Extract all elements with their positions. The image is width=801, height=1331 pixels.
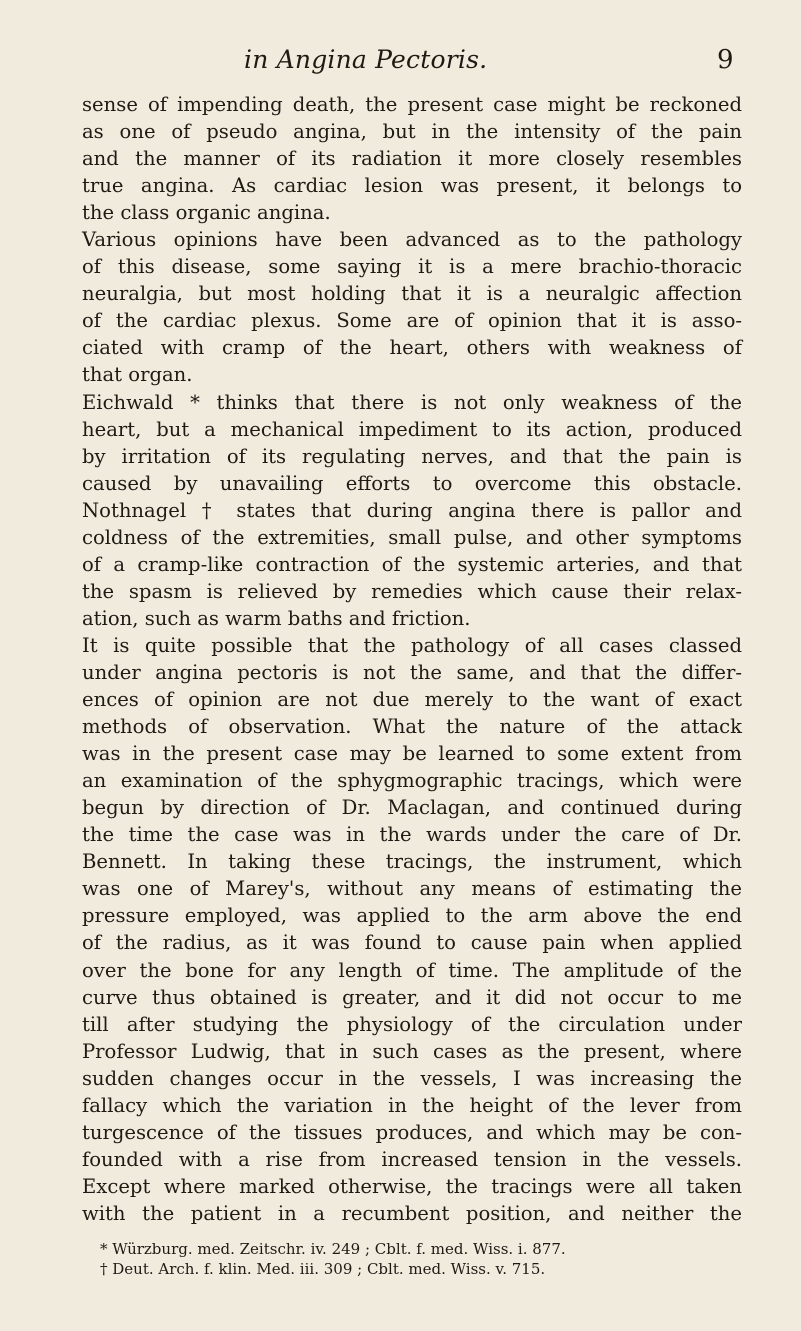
footnotes xyxy=(100,1239,730,1279)
text-line: founded with a rise from increased tension in the vessels. xyxy=(82,1147,742,1171)
text-line: the time the case was in the wards under the care of Dr. xyxy=(82,823,742,847)
text-line: was in the present case may be learned to some extent from xyxy=(82,742,742,766)
text-line: and the manner of its radiation it more closely resembles xyxy=(82,147,742,171)
text-line: Nothnagel † states that during angina there is pallor and xyxy=(82,498,742,522)
text-line: of this disease, some saying it is a mere brachio-thoracic xyxy=(82,255,742,279)
text-line: sense of impending death, the present case might be reckoned xyxy=(82,93,742,116)
text-line: Except where marked otherwise, the tracings were all taken xyxy=(82,1174,742,1198)
text-line: curve thus obtained is greater, and it did not occur to me xyxy=(82,985,742,1009)
footnote: † Deut. Arch. f. klin. Med. iii. 309 ; Cblt. med. Wiss. v. 715. xyxy=(100,1260,546,1278)
text-line: as one of pseudo angina, but in the intensity of the pain xyxy=(82,120,742,144)
text-line: of the cardiac plexus. Some are of opinion that it is asso- xyxy=(82,309,742,333)
text-line: methods of observation. What the nature of the attack xyxy=(82,715,742,739)
text-line: by irritation of its regulating nerves, and that the pain is xyxy=(82,444,742,468)
text-line: of the radius, as it was found to cause pain when applied xyxy=(82,931,742,955)
text-line: ation, such as warm baths and friction. xyxy=(82,606,471,630)
text-line: It is quite possible that the pathology of all cases classed xyxy=(82,633,742,657)
text-line: fallacy which the variation in the height of the lever from xyxy=(82,1093,742,1117)
footnote: * Würzburg. med. Zeitschr. iv. 249 ; Cblt. f. med. Wiss. i. 877. xyxy=(100,1240,566,1258)
text-line: over the bone for any length of time. The amplitude of the xyxy=(82,958,742,982)
text-line: turgescence of the tissues produces, and which may be con- xyxy=(82,1120,742,1144)
text-line: coldness of the extremities, small pulse, and other symptoms xyxy=(82,525,742,549)
text-line: of a cramp-like contraction of the systemic arteries, and that xyxy=(82,552,742,576)
text-line: ences of opinion are not due merely to the want of exact xyxy=(82,688,742,712)
text-line: Eichwald * thinks that there is not only weakness of the xyxy=(82,390,742,414)
text-line: an examination of the sphygmographic tracings, which were xyxy=(82,769,742,793)
text-line: Bennett. In taking these tracings, the instrument, which xyxy=(82,850,742,874)
text-line: heart, but a mechanical impediment to its action, produced xyxy=(82,417,742,441)
running-title: in Angina Pectoris. xyxy=(244,45,488,74)
text-line: with the patient in a recumbent position, and neither the xyxy=(82,1201,742,1225)
text-line: ciated with cramp of the heart, others with weakness of xyxy=(82,336,742,360)
text-line: was one of Marey's, without any means of estimating the xyxy=(82,877,742,901)
text-line: that organ. xyxy=(82,363,193,387)
text-line: caused by unavailing efforts to overcome this obstacle. xyxy=(82,471,742,495)
text-line: Professor Ludwig, that in such cases as the present, where xyxy=(82,1039,742,1063)
text-line: the class organic angina. xyxy=(82,201,331,225)
text-line: under angina pectoris is not the same, and that the differ- xyxy=(82,660,742,684)
text-line: true angina. As cardiac lesion was present, it belongs to xyxy=(82,174,742,198)
running-head xyxy=(0,44,801,78)
text-line: pressure employed, was applied to the arm above the end xyxy=(82,904,742,928)
text-line: Various opinions have been advanced as to the pathology xyxy=(82,228,742,252)
text-line: neuralgia, but most holding that it is a neuralgic affection xyxy=(82,282,742,306)
text-line: till after studying the physiology of the circulation under xyxy=(82,1012,742,1036)
text-line: sudden changes occur in the vessels, I was increasing the xyxy=(82,1066,742,1090)
text-line: begun by direction of Dr. Maclagan, and continued during xyxy=(82,796,742,820)
page-number: 9 xyxy=(717,45,734,75)
text-line: the spasm is relieved by remedies which cause their relax- xyxy=(82,579,742,603)
body-text xyxy=(82,91,742,1227)
